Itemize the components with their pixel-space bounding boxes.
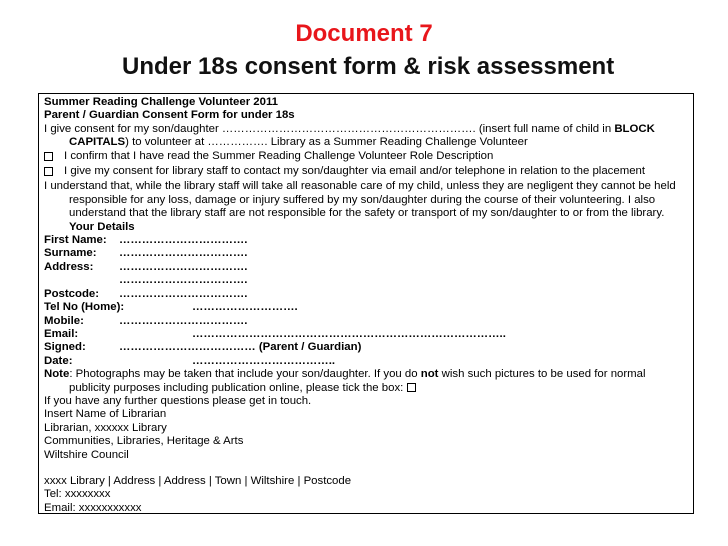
department: Communities, Libraries, Heritage & Arts xyxy=(44,435,244,448)
mobile-field xyxy=(44,315,693,328)
email-field xyxy=(44,328,693,341)
photo-optout-checkbox-icon[interactable] xyxy=(407,383,416,392)
mobile-input[interactable]: ……………………………. xyxy=(119,314,248,327)
tel-field xyxy=(44,301,693,314)
date-label: Date: xyxy=(44,354,73,367)
first-name-field xyxy=(44,234,693,247)
consent-statement xyxy=(44,123,693,150)
questions-line: If you have any further questions please get in touch. xyxy=(44,394,312,407)
first-name-label: First Name: xyxy=(44,234,107,247)
library-tel: Tel: xxxxxxxx xyxy=(44,488,111,501)
checkbox-icon[interactable] xyxy=(44,167,53,176)
consent-caps: BLOCK CAPITALS xyxy=(69,122,655,149)
document-number: Document 7 xyxy=(295,20,433,47)
address-field xyxy=(44,261,693,274)
contact-consent-checkbox-row xyxy=(44,165,693,180)
role-description-checkbox-row xyxy=(44,150,693,165)
consent-text-a: I give consent for my son/daughter …………………………………………………………. (insert full name of child in xyxy=(44,122,615,135)
surname-label: Surname: xyxy=(44,247,97,260)
postcode-input[interactable]: ……………………………. xyxy=(119,287,248,300)
postcode-field xyxy=(44,288,693,301)
tel-label: Tel No (Home): xyxy=(44,301,125,314)
first-name-input[interactable]: ……………………………. xyxy=(119,234,248,247)
tel-input[interactable]: ………………………. xyxy=(192,301,298,314)
checkbox-icon[interactable] xyxy=(44,152,53,161)
address-field-2 xyxy=(44,274,693,287)
surname-field xyxy=(44,247,693,260)
address-label: Address: xyxy=(44,260,94,273)
signed-label: Signed: xyxy=(44,341,86,354)
understanding-statement xyxy=(44,180,693,234)
signed-input[interactable]: ……………………………… xyxy=(119,341,256,354)
consent-form-box xyxy=(38,93,694,514)
postcode-label: Postcode: xyxy=(44,287,100,300)
library-email: Email: xxxxxxxxxxx xyxy=(44,501,142,514)
address-input-1[interactable]: ……………………………. xyxy=(119,260,248,273)
understand-text: I understand that, while the library staff will take all reasonable care of my child, unless they are negligent they cannot be held responsible for any loss, damage or injury suffered by my son/daughter during the course of their volunteering. I also understand that the library staff are not responsible for the safety or transport of my son/daughter to or from the library. xyxy=(44,180,676,220)
note-not: not xyxy=(420,368,439,381)
library-address: xxxx Library | Address | Address | Town | Wiltshire | Postcode xyxy=(44,474,352,487)
check1-label: I confirm that I have read the Summer Reading Challenge Volunteer Role Description xyxy=(64,149,494,162)
signed-suffix: (Parent / Guardian) xyxy=(258,341,362,354)
librarian-role: Librarian, xxxxxx Library xyxy=(44,421,167,434)
address-input-2[interactable]: ……………………………. xyxy=(119,274,248,287)
librarian-name: Insert Name of Librarian xyxy=(44,408,167,421)
signed-field xyxy=(44,341,693,354)
council: Wiltshire Council xyxy=(44,448,129,461)
your-details-label: Your Details xyxy=(69,220,135,233)
email-input[interactable]: ……………………………………………………………………….. xyxy=(192,327,506,340)
photo-note xyxy=(44,368,693,395)
form-heading-2: Parent / Guardian Consent Form for under 18s xyxy=(44,109,295,122)
surname-input[interactable]: ……………………………. xyxy=(119,247,248,260)
email-label: Email: xyxy=(44,327,79,340)
form-heading-1: Summer Reading Challenge Volunteer 2011 xyxy=(44,96,279,108)
document-title: Under 18s consent form & risk assessment xyxy=(122,53,615,80)
consent-text-b: ) to volunteer at ……………. Library as a Summer Reading Challenge Volunteer xyxy=(125,136,528,149)
note-label: Note xyxy=(44,368,70,381)
mobile-label: Mobile: xyxy=(44,314,84,327)
date-input[interactable]: ……………………………….. xyxy=(192,354,336,367)
note-text-b: wish such pictures to be used for normal publicity purposes including publication online, please tick the box: xyxy=(69,368,646,394)
note-text-a: : Photographs may be taken that include your son/daughter. If you do xyxy=(69,368,421,381)
check2-label: I give my consent for library staff to contact my son/daughter via email and/or telephone in relation to the placement xyxy=(64,165,646,178)
date-field xyxy=(44,355,693,368)
